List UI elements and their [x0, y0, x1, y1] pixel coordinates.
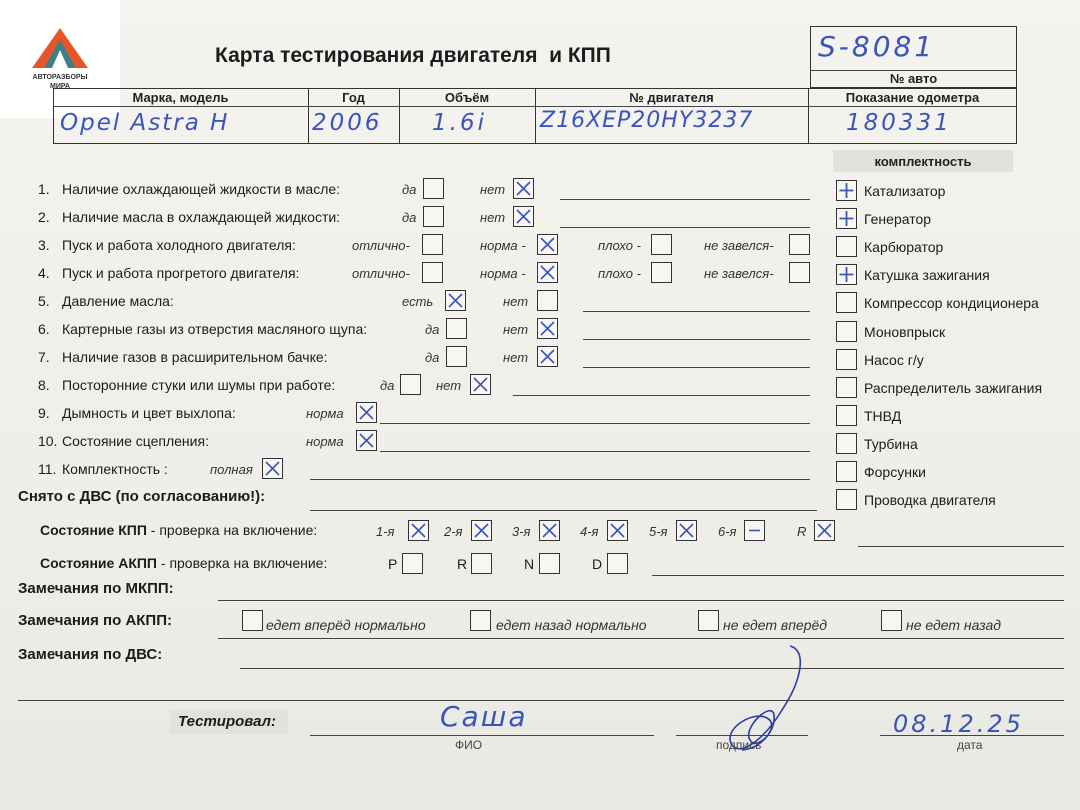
name-caption: ФИО — [455, 738, 483, 752]
kpp-gear-box[interactable] — [408, 520, 429, 541]
kit-checkbox[interactable] — [836, 292, 857, 313]
check-option-box[interactable] — [789, 262, 810, 283]
check-number: 2. — [38, 209, 50, 225]
check-option-label: отлично- — [352, 266, 410, 281]
akpp-remark-option-box[interactable] — [242, 610, 263, 631]
check-option-box[interactable] — [446, 346, 467, 367]
remarks-dvs-label: Замечания по ДВС: — [18, 646, 163, 663]
kit-title: комплектность — [874, 154, 972, 169]
check-option-label: полная — [210, 462, 253, 477]
check-text: Дымность и цвет выхлопа: — [62, 405, 236, 421]
kpp-gear-box[interactable] — [471, 520, 492, 541]
volume-label: Объём — [444, 90, 490, 105]
kit-item-label: Турбина — [864, 436, 918, 452]
check-option-label: норма - — [480, 266, 526, 281]
check-option-label: нет — [503, 350, 529, 365]
check-number: 5. — [38, 293, 50, 309]
sign-caption: подпись — [716, 738, 762, 752]
check-option-label: норма - — [480, 238, 526, 253]
akpp-label: Состояние АКПП - проверка на включение: — [40, 555, 328, 571]
remarks-mkpp-label: Замечания по МКПП: — [18, 580, 174, 597]
kit-checkbox[interactable] — [836, 461, 857, 482]
check-option-label: норма — [306, 406, 344, 421]
akpp-remark-option-box[interactable] — [881, 610, 902, 631]
kit-item-label: Генератор — [864, 211, 932, 227]
auto-number-value: S-8081 — [818, 30, 936, 63]
check-text: Наличие охлаждающей жидкости в масле: — [62, 181, 341, 197]
odometer-label: Показание одометра — [845, 90, 980, 105]
kit-item-label: Моновпрыск — [864, 324, 946, 340]
year-label: Год — [342, 90, 365, 105]
year-value: 2006 — [312, 110, 383, 136]
check-option-box[interactable] — [356, 430, 377, 451]
brand-label: Марка, модель — [132, 90, 229, 105]
logo-line2: МИРА — [50, 83, 70, 90]
kpp-gear-label: 4-я — [580, 524, 599, 539]
kit-checkbox[interactable] — [836, 433, 857, 454]
check-option-box[interactable] — [422, 234, 443, 255]
check-option-box[interactable] — [513, 178, 534, 199]
check-option-label: нет — [503, 322, 529, 337]
kit-item-label: Катализатор — [864, 183, 946, 199]
engine-label: № двигателя — [629, 90, 714, 105]
kit-checkbox[interactable] — [836, 208, 857, 229]
akpp-mode-label: P — [388, 556, 398, 572]
check-option-label: отлично- — [352, 238, 410, 253]
akpp-remark-option-box[interactable] — [470, 610, 491, 631]
answer-line — [310, 479, 810, 480]
check-option-label: да — [380, 378, 395, 393]
removed-label: Снято с ДВС (по согласованию!): — [18, 488, 266, 505]
check-number: 9. — [38, 405, 50, 421]
akpp-mode-box[interactable] — [471, 553, 492, 574]
check-text: Пуск и работа холодного двигателя: — [62, 237, 296, 253]
kit-checkbox[interactable] — [836, 377, 857, 398]
check-text: Комплектность : — [62, 461, 168, 477]
answer-line — [380, 451, 810, 452]
kit-item-label: Форсунки — [864, 464, 926, 480]
kit-item-label: Насос г/у — [864, 352, 924, 368]
kpp-gear-box[interactable] — [539, 520, 560, 541]
check-option-box[interactable] — [537, 262, 558, 283]
kpp-gear-label: 5-я — [649, 524, 668, 539]
kit-item-label: Компрессор кондиционера — [864, 295, 1039, 311]
check-option-box[interactable] — [262, 458, 283, 479]
check-option-box[interactable] — [356, 402, 377, 423]
check-text: Состояние сцепления: — [62, 433, 209, 449]
check-option-label: не завелся- — [704, 238, 774, 253]
answer-line — [560, 199, 810, 200]
check-option-box[interactable] — [537, 234, 558, 255]
check-number: 4. — [38, 265, 50, 281]
check-option-box[interactable] — [651, 234, 672, 255]
akpp-remark-option-box[interactable] — [698, 610, 719, 631]
check-option-label: нет — [503, 294, 529, 309]
akpp-mode-box[interactable] — [607, 553, 628, 574]
check-text: Картерные газы из отверстия масляного щупа: — [62, 321, 368, 337]
kpp-gear-label: R — [797, 524, 807, 539]
brand-value: Opel Astra H — [60, 110, 230, 136]
kpp-gear-label: 3-я — [512, 524, 531, 539]
kit-checkbox[interactable] — [836, 489, 857, 510]
check-option-label: нет — [480, 210, 506, 225]
akpp-mode-box[interactable] — [539, 553, 560, 574]
check-option-label: плохо - — [598, 266, 641, 281]
answer-line — [583, 339, 810, 340]
akpp-remark-option-label: не едет вперёд — [723, 617, 828, 633]
check-number: 6. — [38, 321, 50, 337]
check-option-label: норма — [306, 434, 344, 449]
kit-checkbox[interactable] — [836, 321, 857, 342]
check-option-box[interactable] — [423, 178, 444, 199]
kit-item-label: Проводка двигателя — [864, 492, 996, 508]
akpp-remark-option-label: едет вперёд нормально — [266, 617, 426, 633]
engine-value: Z16XEP20HY3237 — [540, 108, 754, 133]
kit-item-label: Распределитель зажигания — [864, 380, 1043, 396]
logo-triangle-icon — [30, 26, 90, 70]
check-option-box[interactable] — [537, 318, 558, 339]
check-text: Пуск и работа прогретого двигателя: — [62, 265, 300, 281]
kit-item-label: ТНВД — [864, 408, 902, 424]
check-text: Наличие масла в охлаждающей жидкости: — [62, 209, 341, 225]
akpp-mode-label: R — [457, 556, 468, 572]
check-text: Давление масла: — [62, 293, 174, 309]
check-number: 3. — [38, 237, 50, 253]
check-number: 10. — [38, 433, 58, 449]
check-option-box[interactable] — [445, 290, 466, 311]
answer-line — [583, 367, 810, 368]
check-option-label: не завелся- — [704, 266, 774, 281]
date-caption: дата — [957, 738, 983, 752]
akpp-mode-label: D — [592, 556, 603, 572]
akpp-mode-label: N — [524, 556, 535, 572]
answer-line — [583, 311, 810, 312]
answer-line — [380, 423, 810, 424]
logo-line1: АВТОРАЗБОРЫ — [32, 74, 88, 81]
date-value: 08.12.25 — [893, 710, 1024, 738]
check-option-box[interactable] — [513, 206, 534, 227]
check-number: 7. — [38, 349, 50, 365]
check-option-box[interactable] — [400, 374, 421, 395]
kpp-gear-label: 1-я — [376, 524, 395, 539]
check-option-box[interactable] — [423, 206, 444, 227]
odometer-value: 180331 — [846, 110, 952, 136]
answer-line — [560, 227, 810, 228]
kpp-gear-box[interactable] — [676, 520, 697, 541]
check-option-label: да — [425, 322, 440, 337]
kit-checkbox[interactable] — [836, 264, 857, 285]
kit-item-label: Карбюратор — [864, 239, 944, 255]
check-option-label: нет — [436, 378, 462, 393]
kpp-gear-box[interactable] — [607, 520, 628, 541]
check-text: Посторонние стуки или шумы при работе: — [62, 377, 336, 393]
check-number: 8. — [38, 377, 50, 393]
tested-label: Тестировал: — [178, 713, 276, 730]
akpp-remark-option-label: не едет назад — [906, 617, 1001, 633]
check-option-box[interactable] — [537, 346, 558, 367]
answer-line — [513, 395, 810, 396]
akpp-mode-box[interactable] — [402, 553, 423, 574]
check-option-box[interactable] — [789, 234, 810, 255]
kit-checkbox[interactable] — [836, 236, 857, 257]
kit-checkbox[interactable] — [836, 405, 857, 426]
check-option-box[interactable] — [422, 262, 443, 283]
kpp-gear-box[interactable] — [814, 520, 835, 541]
kpp-gear-box[interactable] — [744, 520, 765, 541]
check-option-box[interactable] — [651, 262, 672, 283]
check-text: Наличие газов в расширительном бачке: — [62, 349, 328, 365]
kpp-gear-label: 6-я — [718, 524, 737, 539]
remarks-akpp-label: Замечания по АКПП: — [18, 612, 172, 629]
check-option-label: да — [425, 350, 440, 365]
kpp-label: Состояние КПП - проверка на включение: — [40, 522, 318, 538]
kit-item-label: Катушка зажигания — [864, 267, 990, 283]
kit-checkbox[interactable] — [836, 180, 857, 201]
auto-number-label: № авто — [889, 71, 938, 86]
kit-checkbox[interactable] — [836, 349, 857, 370]
tester-name: Саша — [440, 700, 528, 733]
check-number: 11. — [38, 461, 57, 477]
volume-value: 1.6i — [432, 110, 487, 136]
check-option-box[interactable] — [470, 374, 491, 395]
kpp-gear-label: 2-я — [444, 524, 463, 539]
check-number: 1. — [38, 181, 50, 197]
check-option-box[interactable] — [446, 318, 467, 339]
check-option-box[interactable] — [537, 290, 558, 311]
akpp-remark-option-label: едет назад нормально — [496, 617, 647, 633]
check-option-label: нет — [480, 182, 506, 197]
check-option-label: да — [402, 210, 417, 225]
check-option-label: есть — [402, 294, 434, 309]
check-option-label: да — [402, 182, 417, 197]
page-title: Карта тестирования двигателя и КПП — [215, 44, 611, 67]
check-option-label: плохо - — [598, 238, 641, 253]
